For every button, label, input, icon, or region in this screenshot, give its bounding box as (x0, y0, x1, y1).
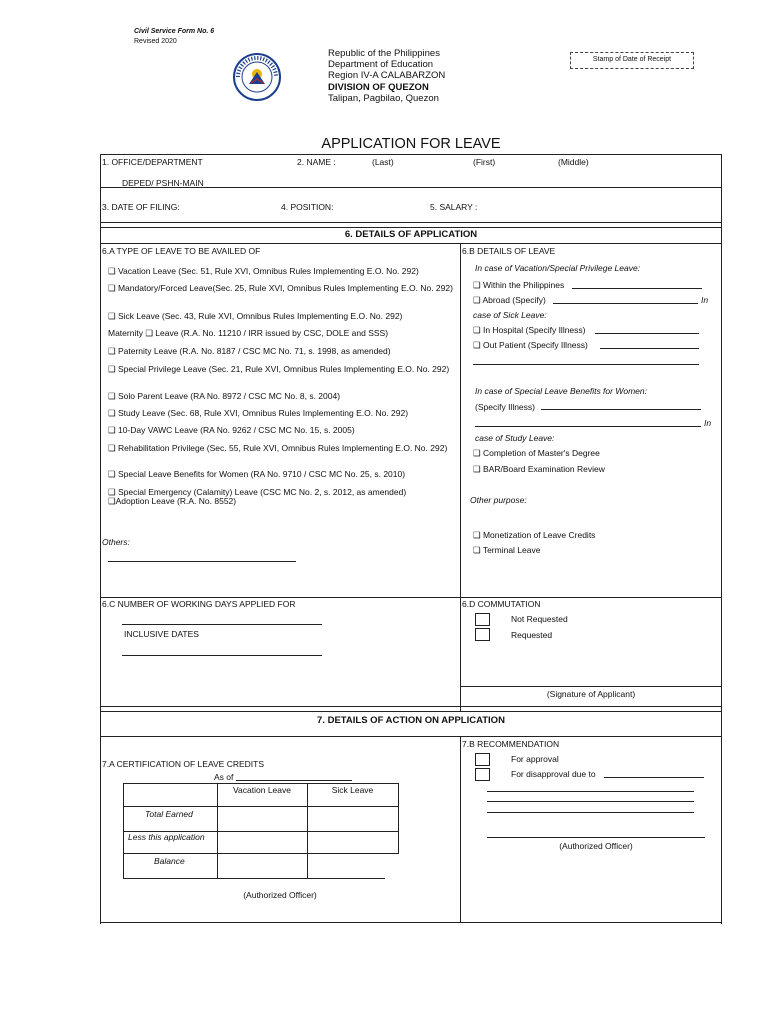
less-application-row-label: Less this application (128, 832, 205, 842)
others-label: Others: (102, 537, 130, 547)
agency-line: Region IV-A CALABARZON (328, 70, 446, 82)
office-label: 1. OFFICE/DEPARTMENT (102, 157, 203, 167)
women-case-heading: In case of Special Leave Benefits for Women: (475, 386, 647, 396)
specify-illness-input-2[interactable] (475, 426, 701, 427)
specify-illness-input[interactable] (541, 409, 701, 410)
specify-illness-label: (Specify Illness) (475, 402, 535, 412)
out-patient-option[interactable]: ❑ Out Patient (Specify Illness) (473, 340, 588, 350)
not-requested-label: Not Requested (511, 614, 568, 624)
leave-option-vawc[interactable]: ❑ 10-Day VAWC Leave (RA No. 9262 / CSC MC No. 15, s. 2005) (108, 425, 355, 435)
stamp-label: Stamp of Date of Receipt (592, 56, 672, 63)
leave-option-study[interactable]: ❑ Study Leave (Sec. 68, Rule XVI, Omnibus Rules Implementing E.O. No. 292) (108, 408, 409, 418)
requested-label: Requested (511, 630, 553, 640)
leave-option-solo-parent[interactable]: ❑ Solo Parent Leave (RA No. 8972 / CSC MC No. 8, s. 2004) (108, 391, 341, 401)
within-philippines-input[interactable] (572, 288, 702, 289)
leave-credits-heading: 7.A CERTIFICATION OF LEAVE CREDITS (102, 759, 265, 769)
terminal-leave-option[interactable]: ❑ Terminal Leave (473, 545, 541, 555)
for-approval-label: For approval (511, 754, 559, 764)
leave-option-women[interactable]: ❑ Special Leave Benefits for Women (RA No. 9710 / CSC MC No. 25, s. 2010) (108, 469, 406, 479)
monetization-option[interactable]: ❑ Monetization of Leave Credits (473, 530, 596, 540)
vacation-case-heading: In case of Vacation/Special Privilege Leave: (475, 263, 641, 273)
revision-date: Revised 2020 (134, 38, 177, 45)
name-middle-label: (Middle) (558, 157, 589, 167)
name-label: 2. NAME : (297, 157, 336, 167)
section-6-heading: 6. DETAILS OF APPLICATION (344, 229, 478, 240)
abroad-option[interactable]: ❑ Abroad (Specify) (473, 295, 546, 305)
not-requested-checkbox[interactable] (475, 613, 490, 626)
total-earned-row-label: Total Earned (145, 809, 193, 819)
position-label: 4. POSITION: (281, 202, 334, 212)
date-of-filing-label: 3. DATE OF FILING: (102, 202, 180, 212)
other-purpose-heading: Other purpose: (470, 495, 527, 505)
agency-line: Republic of the Philippines (328, 48, 440, 59)
name-last-label: (Last) (372, 157, 394, 167)
authorized-officer-b: (Authorized Officer) (559, 841, 633, 851)
applicant-signature-label: (Signature of Applicant) (546, 689, 636, 699)
form-number: Civil Service Form No. 6 (134, 28, 215, 35)
balance-row-label: Balance (154, 856, 185, 866)
abroad-input[interactable] (553, 303, 698, 304)
disapproval-reason-input[interactable] (604, 777, 704, 778)
leave-option-paternity[interactable]: ❑ Paternity Leave (R.A. No. 8187 / CSC MC No. 71, s. 1998, as amended) (108, 346, 391, 356)
section-7-heading: 7. DETAILS OF ACTION ON APPLICATION (317, 715, 505, 726)
leave-option-sick[interactable]: ❑ Sick Leave (Sec. 43, Rule XVI, Omnibus Rules Implementing E.O. No. 292) (108, 311, 403, 321)
recommendation-heading: 7.B RECOMMENDATION (462, 739, 560, 749)
leave-option-maternity[interactable]: Maternity ❑ Leave (R.A. No. 11210 / IRR issued by CSC, DOLE and SSS) (108, 328, 389, 338)
as-of-input[interactable] (236, 780, 352, 781)
agency-line: Talipan, Pagbilao, Quezon (328, 92, 439, 104)
office-value[interactable]: DEPED/ PSHN-MAIN (122, 178, 204, 188)
leave-option-rehabilitation[interactable]: ❑ Rehabilitation Privilege (Sec. 55, Rule XVI, Omnibus Rules Implementing E.O. No. 292) (108, 443, 448, 453)
agency-line: DIVISION OF QUEZON (328, 81, 429, 93)
type-of-leave-heading: 6.A TYPE OF LEAVE TO BE AVAILED OF (102, 246, 261, 256)
form-title: APPLICATION FOR LEAVE (321, 136, 501, 152)
out-patient-input[interactable] (600, 348, 699, 349)
leave-option-mandatory[interactable]: ❑ Mandatory/Forced Leave(Sec. 25, Rule XVI, Omnibus Rules Implementing E.O. No. 292) (108, 283, 453, 293)
agency-line: Department of Education (328, 59, 434, 71)
deped-seal-icon (232, 52, 282, 102)
study-case-heading: case of Study Leave: (475, 433, 555, 443)
agency-header (328, 48, 445, 104)
others-input[interactable] (108, 561, 296, 562)
salary-label: 5. SALARY : (430, 202, 478, 212)
out-patient-input-2[interactable] (473, 364, 699, 365)
within-philippines-option[interactable]: ❑ Within the Philippines (473, 280, 565, 290)
for-disapproval-label: For disapproval due to (511, 769, 596, 779)
leave-option-adoption[interactable]: ❑Adoption Leave (R.A. No. 8552) (108, 496, 237, 506)
commutation-heading: 6.D COMMUTATION (462, 599, 541, 609)
vacation-leave-col-header: Vacation Leave (233, 785, 291, 795)
inclusive-dates-input[interactable] (122, 655, 322, 656)
authorized-officer-a: (Authorized Officer) (243, 890, 317, 900)
name-first-label: (First) (473, 157, 496, 167)
for-approval-checkbox[interactable] (475, 753, 490, 766)
leave-option-special-privilege[interactable]: ❑ Special Privilege Leave (Sec. 21, Rule XVI, Omnibus Rules Implementing E.O. No. 292) (108, 364, 450, 374)
in-hospital-input[interactable] (595, 333, 699, 334)
in-label: In (701, 295, 709, 305)
sick-leave-col-header: Sick Leave (331, 785, 374, 795)
details-of-leave-heading: 6.B DETAILS OF LEAVE (462, 246, 556, 256)
disapproval-reason-line-4[interactable] (487, 812, 694, 813)
sick-case-heading: case of Sick Leave: (473, 310, 547, 320)
in-hospital-option[interactable]: ❑ In Hospital (Specify Illness) (473, 325, 586, 335)
as-of-label: As of (214, 772, 234, 782)
inclusive-dates-label: INCLUSIVE DATES (124, 629, 199, 639)
masters-degree-option[interactable]: ❑ Completion of Master's Degree (473, 448, 600, 458)
disapproval-reason-line-3[interactable] (487, 801, 694, 802)
leave-option-vacation[interactable]: ❑ Vacation Leave (Sec. 51, Rule XVI, Omnibus Rules Implementing E.O. No. 292) (108, 266, 419, 276)
recommendation-signature-line[interactable] (487, 837, 705, 838)
in-label-2: In (704, 418, 712, 428)
for-disapproval-checkbox[interactable] (475, 768, 490, 781)
leave-option-calamity[interactable]: ❑ Special Emergency (Calamity) Leave (CSC MC No. 2, s. 2012, as amended) (108, 487, 407, 497)
working-days-heading: 6.C NUMBER OF WORKING DAYS APPLIED FOR (102, 599, 296, 609)
requested-checkbox[interactable] (475, 628, 490, 641)
bar-review-option[interactable]: ❑ BAR/Board Examination Review (473, 464, 605, 474)
stamp-box (570, 52, 694, 69)
disapproval-reason-line-2[interactable] (487, 791, 694, 792)
working-days-input[interactable] (122, 624, 322, 625)
